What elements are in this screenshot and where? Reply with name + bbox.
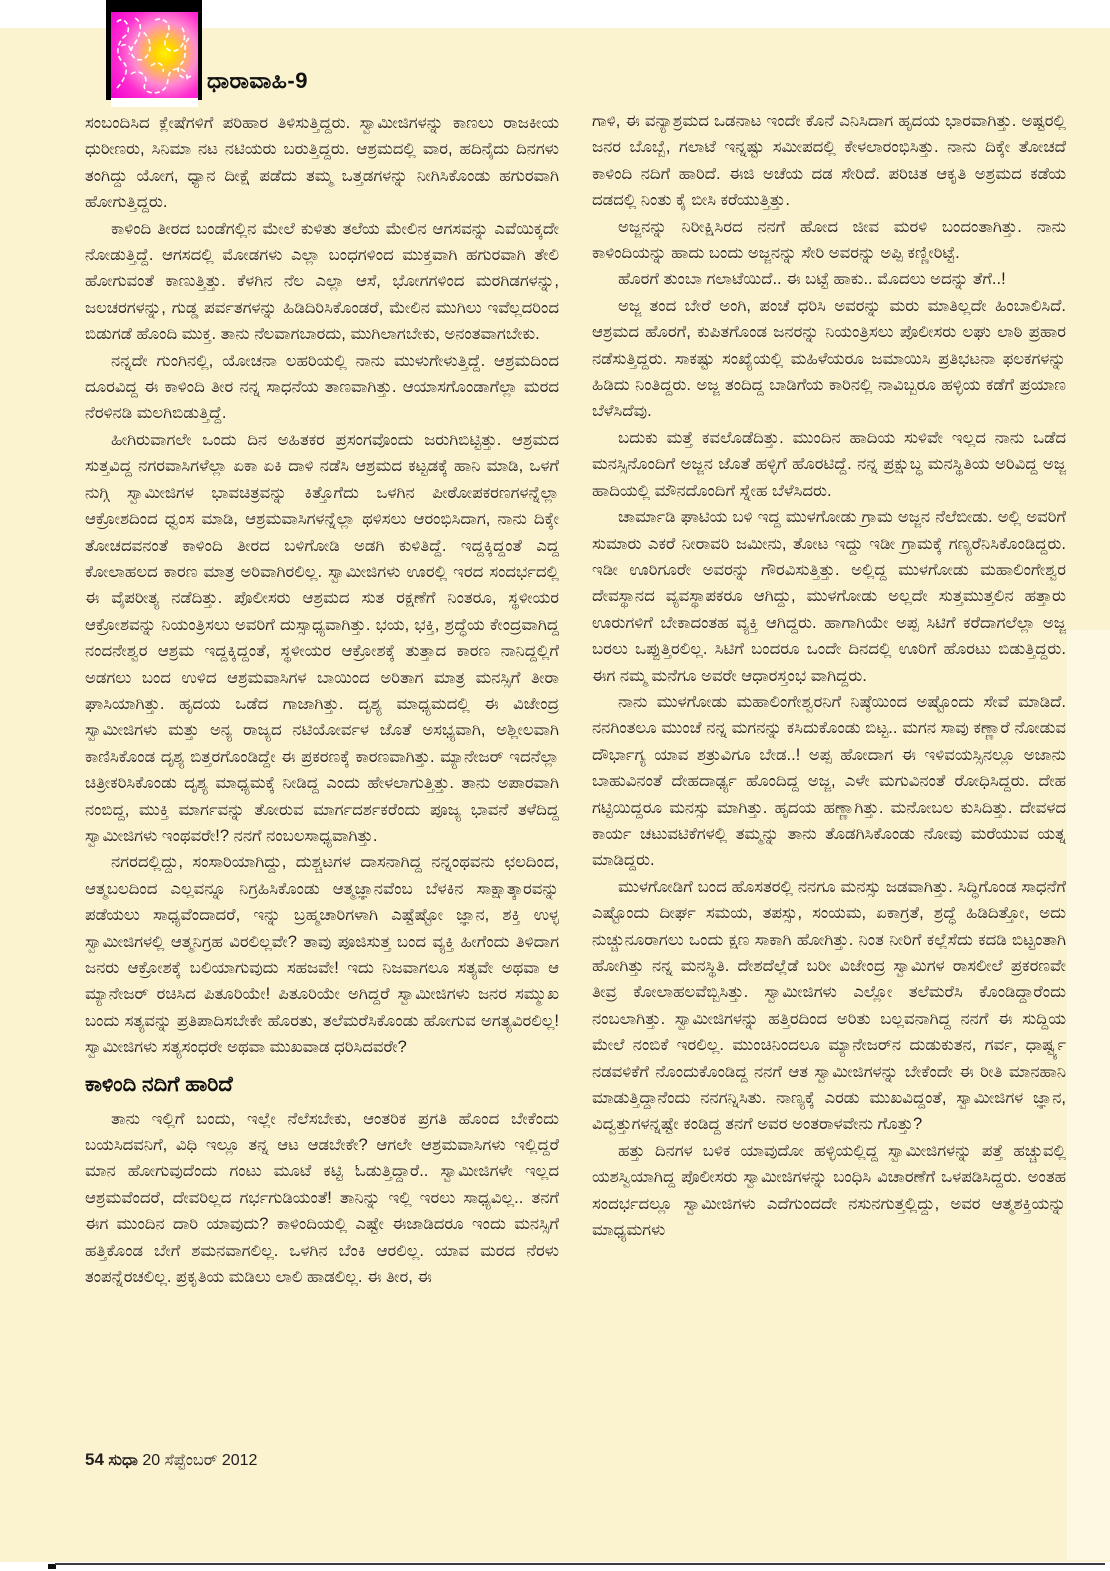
bottom-rule bbox=[55, 1563, 1105, 1565]
page-edge-light-strip bbox=[1067, 630, 1110, 1560]
paragraph: ಬದುಕು ಮತ್ತೆ ಕವಲೊಡೆದಿತ್ತು. ಮುಂದಿನ ಹಾದಿಯ ಸುಳಿವೇ ಇಲ್ಲದ ನಾನು ಒಡೆದ ಮನಸ್ಸಿನೊಂದಿಗೆ ಅಜ್ಜನ ಜೊತೆ ಹಳ್ಳಿಗೆ ಹೊರಟಿದ್ದೆ. ನನ್ನ ಪ್ರಕ್ಷುಬ್ಧ ಮನಸ್ಥಿತಿಯ ಅರಿವಿದ್ದ ಅಜ್ಜ ಹಾದಿಯಲ್ಲಿ ಮೌನದೊಂದಿಗೆ ಸ್ನೇಹ ಬೆಳೆಸಿದರು. bbox=[592, 428, 1066, 500]
paragraph: ಹೊರಗೆ ತುಂಬಾ ಗಲಾಟೆಯಿದೆ.. ಈ ಬಟ್ಟೆ ಹಾಕು.. ಮೊದಲು ಅದನ್ನು ತೆಗೆ..! bbox=[618, 270, 1006, 289]
paragraph: ಅಜ್ಜನನ್ನು ನಿರೀಕ್ಷಿಸಿರದ ನನಗೆ ಹೋದ ಜೀವ ಮರಳಿ ಬಂದಂತಾಗಿತ್ತು. ನಾನು ಕಾಳಿಂದಿಯನ್ನು ಹಾದು ಬಂದು ಅಜ್ಜನನ್ನು ಸೇರಿ ಅವರನ್ನು ಅಪ್ಪಿ ಕಣ್ಣೀರಿಟ್ಟೆ. bbox=[592, 217, 1066, 263]
issue-date: 20 ಸೆಪ್ಟೆಂಬರ್ 2012 bbox=[142, 1452, 258, 1469]
series-title: ಧಾರಾವಾಹಿ-9 bbox=[207, 68, 308, 93]
squiggle-pattern-icon bbox=[111, 12, 198, 98]
paragraph: ಚಾರ್ಮಾಡಿ ಘಾಟಿಯ ಬಳಿ ಇದ್ದ ಮುಳಗೋಡು ಗ್ರಾಮ ಅಜ್ಜನ ನೆಲೆಬೀಡು. ಅಲ್ಲಿ ಅವರಿಗೆ ಸುಮಾರು ಎಕರೆ ನೀರಾವರಿ ಜಮೀನು, ತೋಟ ಇದ್ದು ಇಡೀ ಗ್ರಾಮಕ್ಕೆ ಗಣ್ಯರೆನಿಸಿಕೊಂಡಿದ್ದರು. ಇಡೀ ಊರಿಗೂರೇ ಅವರನ್ನು ಗೌರವಿಸುತ್ತಿತ್ತು. ಅಲ್ಲಿದ್ದ ಮುಳಗೋಡು ಮಹಾಲಿಂಗೇಶ್ವರ ದೇವಸ್ಥಾನದ ವ್ಯವಸ್ಥಾಪಕರೂ ಆಗಿದ್ದು, ಮುಳಗೋಡು ಅಲ್ಲದೇ ಸುತ್ತಮುತ್ತಲಿನ ಹತ್ತಾರು ಊರುಗಳಿಗೆ ಬೇಕಾದಂತಹ ವ್ಯಕ್ತಿ ಆಗಿದ್ದರು. ಹಾಗಾಗಿಯೇ ಅಪ್ಪ ಸಿಟಿಗೆ ಕರೆದಾಗಲೆಲ್ಲಾ ಅಜ್ಜ ಬರಲು ಒಪ್ಪುತ್ತಿರಲಿಲ್ಲ. ಸಿಟಿಗೆ ಬಂದರೂ ಒಂದೇ ದಿನದಲ್ಲಿ ಊರಿಗೆ ಹೊರಟು ಬಿಡುತ್ತಿದ್ದರು. ಈಗ ನಮ್ಮ ಮನೆಗೂ ಅವರೇ ಆಧಾರಸ್ತಂಭ ವಾಗಿದ್ದರು. bbox=[592, 508, 1066, 685]
right-column bbox=[592, 108, 1066, 1488]
page-footer bbox=[85, 1450, 257, 1470]
section-heading: ಕಾಳಿಂದಿ ನದಿಗೆ ಹಾರಿದೆ bbox=[85, 1072, 233, 1096]
left-column bbox=[85, 110, 559, 1460]
logo-base-strip bbox=[111, 98, 198, 107]
paragraph: ನಗರದಲ್ಲಿದ್ದು, ಸಂಸಾರಿಯಾಗಿದ್ದು, ದುಶ್ಚಟಗಳ ದಾಸನಾಗಿದ್ದ ನನ್ನಂಥವನು ಛಲದಿಂದ, ಆತ್ಮಬಲದಿಂದ ಎಲ್ಲವನ್ನೂ ನಿಗ್ರಹಿಸಿಕೊಂಡು ಆತ್ಮಜ್ಞಾನವೆಂಬ ಬೆಳಕಿನ ಸಾಕ್ಷಾತ್ಕಾರವನ್ನು ಪಡೆಯಲು ಸಾಧ್ಯವೆಂದಾದರೆ, ಇನ್ನು ಬ್ರಹ್ಮಚಾರಿಗಳಾಗಿ ಎಷ್ಟೆಷ್ಟೋ ಜ್ಞಾನ, ಶಕ್ತಿ ಉಳ್ಳ ಸ್ವಾಮೀಜಿಗಳಲ್ಲಿ ಆತ್ಮನಿಗ್ರಹ ವಿರಲಿಲ್ಲವೇ? ತಾವು ಪೂಜಿಸುತ್ತ ಬಂದ ವ್ಯಕ್ತಿ ಹೀಗೆಂದು ತಿಳಿದಾಗ ಜನರು ಆಕ್ರೋಶಕ್ಕೆ ಬಲಿಯಾಗುವುದು ಸಹಜವೇ! ಇದು ನಿಜವಾಗಲೂ ಸತ್ಯವೇ ಅಥವಾ ಆ ಮ್ಯಾನೇಜರ್ ರಚಿಸಿದ ಪಿತೂರಿಯೇ! ಪಿತೂರಿಯೇ ಅಗಿದ್ದರೆ ಸ್ವಾಮೀಜಿಗಳು ಜನರ ಸಮ್ಮುಖ ಬಂದು ಸತ್ಯವನ್ನು ಪ್ರತಿಪಾದಿಸಬೇಕೇ ಹೊರತು, ತಲೆಮರೆಸಿಕೊಂಡು ಹೋಗುವ ಅಗತ್ಯವಿರಲಿಲ್ಲ! ಸ್ವಾಮೀಜಿಗಳು ಸತ್ಯಸಂಧರೇ ಅಥವಾ ಮುಖವಾಡ ಧರಿಸಿದವರೇ? bbox=[85, 853, 559, 1057]
paragraph: ಕಾಳಿಂದಿ ತೀರದ ಬಂಡೆಗಲ್ಲಿನ ಮೇಲೆ ಕುಳಿತು ತಲೆಯ ಮೇಲಿನ ಆಗಸವನ್ನು ಎವೆಯಿಕ್ಕದೇ ನೋಡುತ್ತಿದ್ದೆ. ಆಗಸದಲ್ಲಿ ಮೋಡಗಳು ಎಲ್ಲಾ ಬಂಧಗಳಿಂದ ಮುಕ್ತವಾಗಿ ಹಗುರವಾಗಿ ತೇಲಿ ಹೋಗುವಂತೆ ಕಾಣುತ್ತಿತ್ತು. ಕೆಳಗಿನ ನೆಲ ಎಲ್ಲಾ ಆಸೆ, ಭೋಗಗಳಿಂದ ಮರಗಿಡಗಳನ್ನು, ಜಲಚರಗಳನ್ನು, ಗುಡ್ಡ ಪರ್ವತಗಳನ್ನು ಹಿಡಿದಿರಿಸಿಕೊಂಡರೆ, ಮೇಲಿನ ಮುಗಿಲು ಇವೆಲ್ಲದರಿಂದ ಬಿಡುಗಡೆ ಹೊಂದಿ ಮುಕ್ತ. ತಾನು ನೆಲವಾಗಬಾರದು, ಮುಗಿಲಾಗಬೇಕು, ಅನಂತವಾಗಬೇಕು. bbox=[85, 219, 559, 344]
serial-logo bbox=[111, 12, 198, 98]
magazine-name: ಸುಧಾ bbox=[108, 1452, 138, 1469]
paragraph: ಸಂಬಂದಿಸಿದ ಕ್ಲೇಷೆಗಳಿಗೆ ಪರಿಹಾರ ತಿಳಿಸುತ್ತಿದ್ದರು. ಸ್ವಾಮೀಜಿಗಳನ್ನು ಕಾಣಲು ರಾಜಕೀಯ ಧುರೀಣರು, ಸಿನಿಮಾ ನಟ ನಟಿಯರು ಬರುತ್ತಿದ್ದರು. ಆಶ್ರಮದಲ್ಲಿ ವಾರ, ಹದಿನೈದು ದಿನಗಳು ತಂಗಿದ್ದು ಯೋಗ, ಧ್ಯಾನ ದೀಕ್ಷೆ ಪಡೆದು ತಮ್ಮ ಒತ್ತಡಗಳನ್ನು ನೀಗಿಸಿಕೊಂಡು ಹಗುರವಾಗಿ ಹೋಗುತ್ತಿದ್ದರು. bbox=[85, 114, 559, 212]
paragraph: ನಾನು ಮುಳಗೋಡು ಮಹಾಲಿಂಗೇಶ್ವರನಿಗೆ ನಿಷ್ಠೆಯಿಂದ ಅಷ್ಟೊಂದು ಸೇವೆ ಮಾಡಿದೆ. ನನಗಿಂತಲೂ ಮುಂಚೆ ನನ್ನ ಮಗನನ್ನು ಕಸಿದುಕೊಂಡು ಬಿಟ್ಟ.. ಮಗನ ಸಾವು ಕಣ್ಣಾರೆ ನೋಡುವ ದೌರ್ಭಾಗ್ಯ ಯಾವ ಶತ್ರುವಿಗೂ ಬೇಡ..! ಅಪ್ಪ ಹೋದಾಗ ಈ ಇಳಿವಯಸ್ಸಿನಲ್ಲೂ ಅಜಾನು ಬಾಹುವಿನಂತೆ ದೇಹದಾರ್ಢ್ಯ ಹೊಂದಿದ್ದ ಅಜ್ಜ, ಎಳೇ ಮಗುವಿನಂತೆ ರೋಧಿಸಿದ್ದರು. ದೇಹ ಗಟ್ಟಿಯಿದ್ದರೂ ಮನಸ್ಸು ಮಾಗಿತ್ತು. ಹೃದಯ ಹಣ್ಣಾಗಿತ್ತು. ಮನೋಬಲ ಕುಸಿದಿತ್ತು. ದೇವಳದ ಕಾರ್ಯ ಚಟುವಟಿಕೆಗಳಲ್ಲಿ ತಮ್ಮನ್ನು ತಾನು ತೊಡಗಿಸಿಕೊಂಡು ನೋವು ಮರೆಯುವ ಯತ್ನ ಮಾಡಿದ್ದರು. bbox=[592, 692, 1066, 870]
paragraph: ಅಜ್ಜ ತಂದ ಬೇರೆ ಅಂಗಿ, ಪಂಚೆ ಧರಿಸಿ ಅವರನ್ನು ಮರು ಮಾತಿಲ್ಲದೇ ಹಿಂಬಾಲಿಸಿದೆ. ಆಶ್ರಮದ ಹೊರಗೆ, ಕುಪಿತಗೊಂಡ ಜನರನ್ನು ನಿಯಂತ್ರಿಸಲು ಪೊಲೀಸರು ಲಘು ಲಾಠಿ ಪ್ರಹಾರ ನಡೆಸುತ್ತಿದ್ದರು. ಸಾಕಷ್ಟು ಸಂಖ್ಯೆಯಲ್ಲಿ ಮಹಿಳೆಯರೂ ಜಮಾಯಿಸಿ ಪ್ರತಿಭಟನಾ ಫಲಕಗಳನ್ನು ಹಿಡಿದು ನಿಂತಿದ್ದರು. ಅಜ್ಜ ತಂದಿದ್ದ ಬಾಡಿಗೆಯ ಕಾರಿನಲ್ಲಿ ನಾವಿಬ್ಬರೂ ಹಳ್ಳಿಯ ಕಡೆಗೆ ಪ್ರಯಾಣ ಬೆಳೆಸಿದೆವು. bbox=[592, 296, 1066, 421]
paragraph: ಗಾಳಿ, ಈ ವನ್ಯಾಶ್ರಮದ ಒಡನಾಟ ಇಂದೇ ಕೊನೆ ಎನಿಸಿದಾಗ ಹೃದಯ ಭಾರವಾಗಿತ್ತು. ಅಷ್ಟರಲ್ಲಿ ಜನರ ಬೊಬ್ಬೆ, ಗಲಾಟೆ ಇನ್ನಷ್ಟು ಸಮೀಪದಲ್ಲಿ ಕೇಳಲಾರಂಭಿಸಿತ್ತು. ನಾನು ದಿಕ್ಕೇ ತೋಚದೆ ಕಾಳಿಂದಿ ನದಿಗೆ ಹಾರಿದೆ. ಈಜಿ ಅಚೆಯ ದಡ ಸೇರಿದೆ. ಪರಿಚಿತ ಆಕೃತಿ ಅಶ್ರಮದ ಕಡೆಯ ದಡದಲ್ಲಿ ನಿಂತು ಕೈ ಬೀಸಿ ಕರೆಯುತ್ತಿತ್ತು. bbox=[592, 112, 1066, 210]
paragraph: ತಾನು ಇಲ್ಲಿಗೆ ಬಂದು, ಇಲ್ಲೇ ನೆಲೆಸಬೇಕು, ಆಂತರಿಕ ಪ್ರಗತಿ ಹೊಂದ ಬೇಕೆಂದು ಬಯಸಿದವನಿಗೆ, ವಿಧಿ ಇಲ್ಲೂ ತನ್ನ ಆಟ ಆಡಬೇಕೇ? ಆಗಲೇ ಆಶ್ರಮವಾಸಿಗಳು ಇಲ್ಲಿದ್ದರೆ ಮಾನ ಹೋಗುವುದೆಂದು ಗಂಟು ಮೂಟೆ ಕಟ್ಟಿ ಓಡುತ್ತಿದ್ದಾರೆ.. ಸ್ವಾಮೀಜಿಗಳೇ ಇಲ್ಲದ ಆಶ್ರಮವೆಂದರೆ, ದೇವರಿಲ್ಲದ ಗರ್ಭಗುಡಿಯಂತೆ! ತಾನಿನ್ನು ಇಲ್ಲಿ ಇರಲು ಸಾಧ್ಯವಿಲ್ಲ.. ತನಗೆ ಈಗ ಮುಂದಿನ ದಾರಿ ಯಾವುದು? ಕಾಳಿಂದಿಯಲ್ಲಿ ಎಷ್ಟೇ ಈಜಾಡಿದರೂ ಇಂದು ಮನಸ್ಸಿಗೆ ಹತ್ತಿಕೊಂಡ ಬೇಗೆ ಶಮನವಾಗಲಿಲ್ಲ. ಒಳಗಿನ ಬೆಂಕಿ ಆರಲಿಲ್ಲ. ಯಾವ ಮರದ ನೆರಳು ತಂಪನ್ನೆರಚಲಿಲ್ಲ. ಪ್ರಕೃತಿಯ ಮಡಿಲು ಲಾಲಿ ಹಾಡಲಿಲ್ಲ. ಈ ತೀರ, ಈ bbox=[85, 1109, 559, 1287]
paragraph: ಹತ್ತು ದಿನಗಳ ಬಳಿಕ ಯಾವುದೋ ಹಳ್ಳಿಯಲ್ಲಿದ್ದ ಸ್ವಾಮೀಜಿಗಳನ್ನು ಪತ್ತೆ ಹಚ್ಚುವಲ್ಲಿ ಯಶಸ್ವಿಯಾಗಿದ್ದ ಪೊಲೀಸರು ಸ್ವಾಮೀಜಿಗಳನ್ನು ಬಂಧಿಸಿ ವಿಚಾರಣೆಗೆ ಒಳಪಡಿಸಿದ್ದರು. ಅಂತಹ ಸಂದರ್ಭದಲ್ಲೂ ಸ್ವಾಮೀಜಿಗಳು ಎದೆಗುಂದದೇ ನಸುನಗುತ್ತಲ್ಲಿದ್ದು, ಅವರ ಆತ್ಮಶಕ್ತಿಯನ್ನು ಮಾಧ್ಯಮಗಳು bbox=[592, 1141, 1066, 1240]
paragraph: ಮುಳಗೋಡಿಗೆ ಬಂದ ಹೊಸತರಲ್ಲಿ ನನಗೂ ಮನಸ್ಸು ಜಡವಾಗಿತ್ತು. ಸಿದ್ಧಿಗೊಂಡ ಸಾಧನೆಗೆ ಎಷ್ಟೊಂದು ದೀರ್ಘ ಸಮಯ, ತಪಸ್ಸು, ಸಂಯಮ, ಏಕಾಗ್ರತೆ, ಶ್ರದ್ಧೆ ಹಿಡಿದಿತ್ತೋ, ಅದು ನುಚ್ಚುನೂರಾಗಲು ಒಂದು ಕ್ಷಣ ಸಾಕಾಗಿ ಹೋಗಿತ್ತು. ನಿಂತ ನೀರಿಗೆ ಕಲ್ಲೆಸೆದು ಕದಡಿ ಬಿಟ್ಟಂತಾಗಿ ಹೋಗಿತ್ತು ನನ್ನ ಮನಸ್ಥಿತಿ. ದೇಶದೆಲ್ಲೆಡೆ ಬರೀ ವಿಜೇಂದ್ರ ಸ್ವಾಮಿಗಳ ರಾಸಲೀಲೆ ಪ್ರಕರಣವೇ ತೀವ್ರ ಕೋಲಾಹಲವೆಬ್ಬಿಸಿತ್ತು. ಸ್ವಾಮೀಜಿಗಳು ಎಲ್ಲೋ ತಲೆಮರೆಸಿ ಕೊಂಡಿದ್ದಾರೆಂದು ನಂಬಲಾಗಿತ್ತು. ಸ್ವಾಮೀಜಿಗಳನ್ನು ಹತ್ತಿರದಿಂದ ಅರಿತು ಬಲ್ಲವನಾಗಿದ್ದ ನನಗೆ ಈ ಸುದ್ದಿಯ ಮೇಲೆ ನಂಬಿಕೆ ಇರಲಿಲ್ಲ. ಮುಂಚಿನಿಂದಲೂ ಮ್ಯಾನೇಜರ್‌ನ ದುಡುಕುತನ, ಗರ್ವ, ಧಾರ್ಷ್ಟ್ಯ ನಡವಳಿಕೆಗೆ ನೊಂದುಕೊಂಡಿದ್ದ ನನಗೆ ಆತ ಸ್ವಾಮೀಜಿಗಳನ್ನು ಬೇಕೆಂದೇ ಈ ರೀತಿ ಮಾನಹಾನಿ ಮಾಡುತ್ತಿದ್ದಾನೆಂದು ನನಗನ್ನಿಸಿತು. ನಾಣ್ಯಕ್ಕೆ ಎರಡು ಮುಖವಿದ್ದಂತೆ, ಸ್ವಾಮೀಜಿಗಳ ಜ್ಞಾನ, ವಿದ್ವತ್ತುಗಳನ್ನಷ್ಟೇ ಕಂಡಿದ್ದ ತನಗೆ ಅವರ ಅಂತರಾಳವೇನು ಗೊತ್ತು? bbox=[592, 877, 1066, 1134]
paragraph: ನನ್ನದೇ ಗುಂಗಿನಲ್ಲಿ, ಯೋಚನಾ ಲಹರಿಯಲ್ಲಿ ನಾನು ಮುಳುಗೇಳುತ್ತಿದ್ದೆ. ಆಶ್ರಮದಿಂದ ದೂರವಿದ್ದ ಈ ಕಾಳಿಂದಿ ತೀರ ನನ್ನ ಸಾಧನೆಯ ತಾಣವಾಗಿತ್ತು. ಆಯಾಸಗೊಂಡಾಗೆಲ್ಲಾ ಮರದ ನೆರಳಿನಡಿ ಮಲಗಿಬಿಡುತ್ತಿದ್ದೆ. bbox=[85, 351, 559, 423]
paragraph: ಹೀಗಿರುವಾಗಲೇ ಒಂದು ದಿನ ಅಹಿತಕರ ಪ್ರಸಂಗವೊಂದು ಜರುಗಿಬಿಟ್ಟಿತ್ತು. ಆಶ್ರಮದ ಸುತ್ತವಿದ್ದ ನಗರವಾಸಿಗಳೆಲ್ಲಾ ಏಕಾ ಏಕಿ ದಾಳಿ ನಡೆಸಿ ಆಶ್ರಮದ ಕಟ್ಟಡಕ್ಕೆ ಹಾನಿ ಮಾಡಿ, ಒಳಗೆ ನುಗ್ಗಿ ಸ್ವಾಮೀಜಿಗಳ ಭಾವಚಿತ್ರವನ್ನು ಕಿತ್ತೊಗೆದು ಒಳಗಿನ ಪೀಠೋಪಕರಣಗಳನ್ನೆಲ್ಲಾ ಆಕ್ರೋಶದಿಂದ ಧ್ವಂಸ ಮಾಡಿ, ಆಶ್ರಮವಾಸಿಗಳನ್ನೆಲ್ಲಾ ಥಳಿಸಲು ಆರಂಭಿಸಿದಾಗ, ನಾನು ದಿಕ್ಕೇ ತೋಚದವನಂತೆ ಕಾಳಿಂದಿ ತೀರದ ಬಳಿಗೋಡಿ ಅಡಗಿ ಕುಳಿತಿದ್ದೆ. ಇದ್ದಕ್ಕಿದ್ದಂತೆ ಎದ್ದ ಕೋಲಾಹಲದ ಕಾರಣ ಮಾತ್ರ ಅರಿವಾಗಿರಲಿಲ್ಲ. ಸ್ವಾಮೀಜಿಗಳು ಊರಲ್ಲಿ ಇರದ ಸಂದರ್ಭದಲ್ಲಿ ಈ ವೈಪರೀತ್ಯ ನಡೆದಿತ್ತು. ಪೊಲೀಸರು ಆಶ್ರಮದ ಸುತ ರಕ್ಷಣೆಗೆ ನಿಂತರೂ, ಸ್ಥಳೀಯರ ಆಕ್ರೋಶವನ್ನು ನಿಯಂತ್ರಿಸಲು ಅವರಿಗೆ ದುಸ್ಸಾಧ್ಯವಾಗಿತ್ತು. ಭಯ, ಭಕ್ತಿ, ಶ್ರದ್ಧೆಯ ಕೇಂದ್ರವಾಗಿದ್ದ ನಂದನೇಶ್ವರ ಆಶ್ರಮ ಇದ್ದಕ್ಕಿದ್ದಂತೆ, ಸ್ಥಳೀಯರ ಆಕ್ರೋಶಕ್ಕೆ ತುತ್ತಾದ ಕಾರಣ ನಾನಿದ್ದಲ್ಲಿಗೆ ಅಡಗಲು ಬಂದ ಉಳಿದ ಆಶ್ರಮವಾಸಿಗಳ ಬಾಯಿಂದ ಅರಿತಾಗ ಮಾತ್ರ ಮನಸ್ಸಿಗೆ ತೀರಾ ಘಾಸಿಯಾಗಿತ್ತು. ಹೃದಯ ಒಡೆದ ಗಾಜಾಗಿತ್ತು. ದೃಶ್ಯ ಮಾಧ್ಯಮದಲ್ಲಿ ಈ ವಿಜೇಂದ್ರ ಸ್ವಾಮೀಜಿಗಳು ಮತ್ತು ಅನ್ಯ ರಾಜ್ಯದ ನಟಿಯೋರ್ವಳ ಜೊತೆ ಅಸಭ್ಯವಾಗಿ, ಅಶ್ಲೀಲವಾಗಿ ಕಾಣಿಸಿಕೊಂಡ ದೃಶ್ಯ ಬಿತ್ತರಗೊಂಡಿದ್ದೇ ಈ ಪ್ರಕರಣಕ್ಕೆ ಕಾರಣವಾಗಿತ್ತು. ಮ್ಯಾನೇಜರ್ ಇದನೆಲ್ಲಾ ಚಿತ್ರೀಕರಿಸಿಕೊಂಡು ದೃಶ್ಯ ಮಾಧ್ಯಮಕ್ಕೆ ನೀಡಿದ್ದ ಎಂದು ಹೇಳಲಾಗುತ್ತಿತ್ತು. ತಾನು ಅಪಾರವಾಗಿ ನಂಬಿದ್ದ, ಮುಕ್ತಿ ಮಾರ್ಗವನ್ನು ತೋರುವ ಮಾರ್ಗದರ್ಶಕರೆಂದು ಪೂಜ್ಯ ಭಾವನೆ ತಳೆದಿದ್ದ ಸ್ವಾಮೀಜಿಗಳು ಇಂಥವರೇ!? ನನಗೆ ನಂಬಲಸಾಧ್ಯವಾಗಿತ್ತು. bbox=[85, 430, 559, 845]
page-number: 54 bbox=[85, 1450, 104, 1469]
